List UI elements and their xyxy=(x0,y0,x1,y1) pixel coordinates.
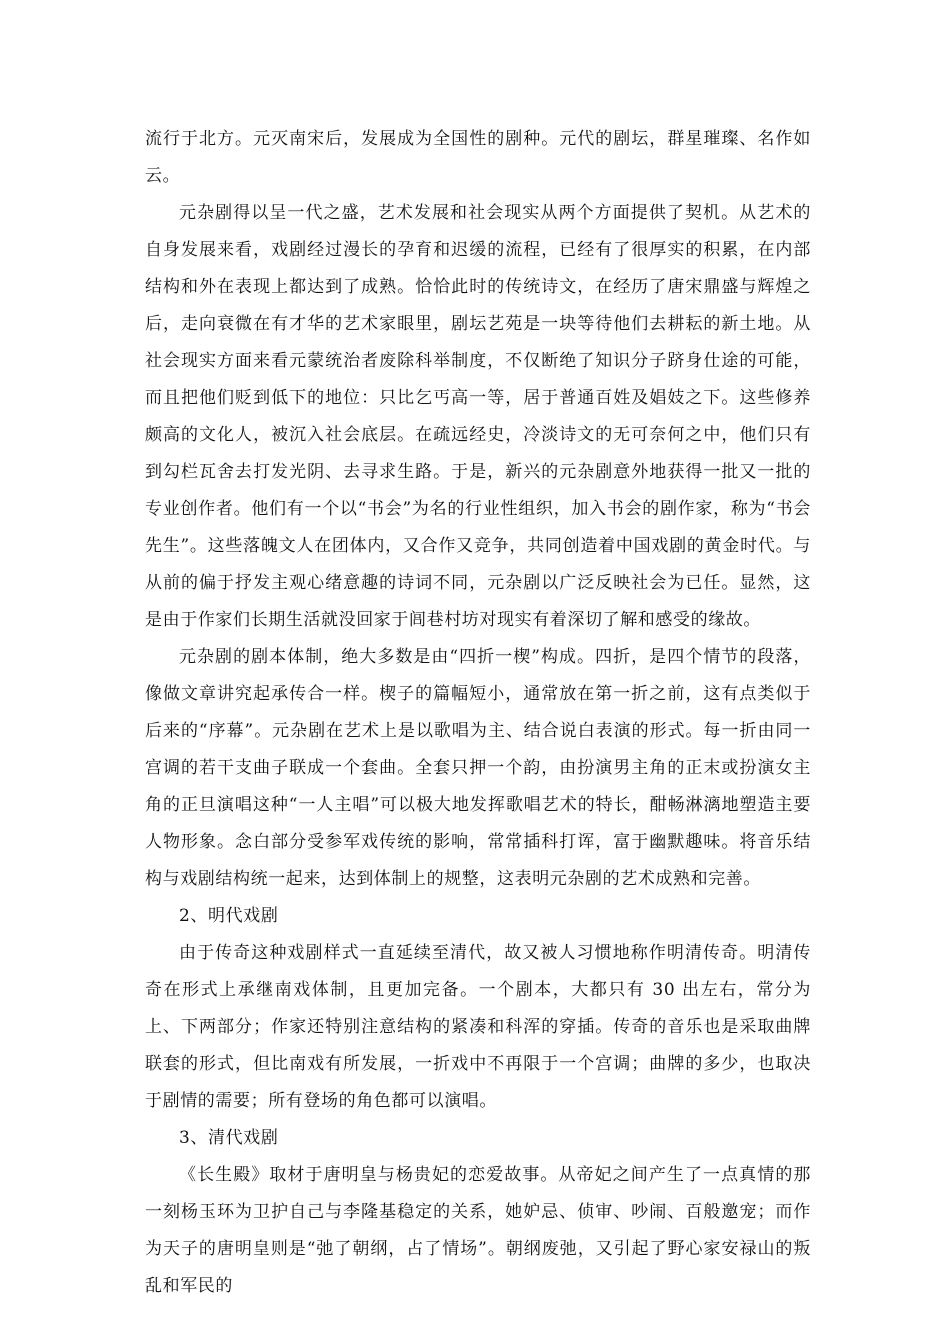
section-heading-ming-drama: 2、明代戏剧 xyxy=(179,906,279,926)
paragraph-yuan-zaju-structure: 元杂剧的剧本体制，绝大多数是由“四折一楔”构成。四折，是四个情节的段落，像做文章讲究起承传合一样。楔子的篇幅短小，通常放在第一折之前，这有点类似于后来的“序幕”。元杂剧在艺术上是以歌唱为主、结合说白表演的形式。每一折由同一宫调的若干支曲子联成一个套曲。全套只押一个韵，由扮演男主角的正末或扮演女主角的正旦演唱这种“一人主唱”可以极大地发挥歌唱艺术的特长，酣畅淋漓地塑造主要人物形象。念白部分受参军戏传统的影响，常常插科打诨，富于幽默趣味。将音乐结构与戏剧结构统一起来，达到体制上的规整，这表明元杂剧的艺术成熟和完善。 xyxy=(145,647,811,889)
document-body xyxy=(145,121,811,1305)
paragraph-ming-chuanqi: 由于传奇这种戏剧样式一直延续至清代，故又被人习惯地称作明清传奇。明清传奇在形式上承继南戏体制，且更加完备。一个剧本，大都只有 30 出左右，常分为上、下两部分；作家还特别注意结构的紧凑和科浑的穿插。传奇的音乐也是采取曲牌联套的形式，但比南戏有所发展，一折戏中不再限于一个宫调；曲牌的多少，也取决于剧情的需要；所有登场的角色都可以演唱。 xyxy=(145,943,811,1111)
section-heading-qing-drama: 3、清代戏剧 xyxy=(179,1128,279,1148)
paragraph-changsheng-dian: 《长生殿》取材于唐明皇与杨贵妃的恋爱故事。从帝妃之间产生了一点真情的那一刻杨玉环为卫护自己与李隆基稳定的关系，她妒忌、侦审、吵闹、百般邀宠；而作为天子的唐明皇则是“弛了朝纲，占了情场”。朝纲废弛，又引起了野心家安禄山的叛乱和军民的 xyxy=(145,1165,811,1296)
paragraph-yuan-zaju-rise: 元杂剧得以呈一代之盛，艺术发展和社会现实从两个方面提供了契机。从艺术的自身发展来看，戏剧经过漫长的孕育和迟缓的流程，已经有了很厚实的积累，在内部结构和外在表现上都达到了成熟。恰恰此时的传统诗文，在经历了唐宋鼎盛与辉煌之后，走向衰微在有才华的艺术家眼里，剧坛艺苑是一块等待他们去耕耘的新土地。从社会现实方面来看元蒙统治者废除科举制度，不仅断绝了知识分子跻身仕途的可能，而且把他们贬到低下的地位：只比乞丐高一等，居于普通百姓及娼妓之下。这些修养颇高的文化人，被沉入社会底层。在疏远经史，冷淡诗文的无可奈何之中，他们只有到勾栏瓦舍去打发光阴、去寻求生路。于是，新兴的元杂剧意外地获得一批又一批的专业创作者。他们有一个以“书会”为名的行业性组织，加入书会的剧作家，称为“书会先生”。这些落魄文人在团体内，又合作又竞争，共同创造着中国戏剧的黄金时代。与从前的偏于抒发主观心绪意趣的诗词不同，元杂剧以广泛反映社会为已任。显然，这是由于作家们长期生活就没回家于闾巷村坊对现实有着深切了解和感受的缘故。 xyxy=(145,203,811,630)
paragraph-continuation: 流行于北方。元灭南宋后，发展成为全国性的剧种。元代的剧坛，群星璀璨、名作如云。 xyxy=(145,129,811,186)
